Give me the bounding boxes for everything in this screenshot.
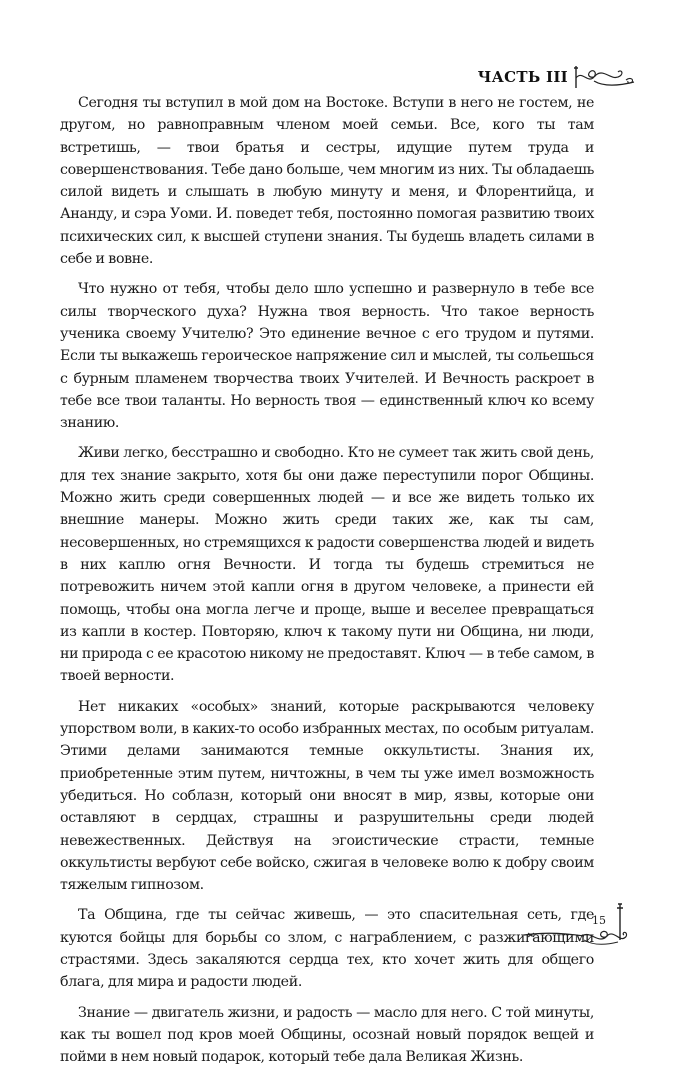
page-number: 15 bbox=[592, 914, 606, 927]
body-text bbox=[60, 92, 594, 1076]
page-footer bbox=[524, 902, 634, 962]
scroll-flourish-icon bbox=[574, 62, 636, 92]
paragraph: Сегодня ты вступил в мой дом на Востоке. Вступи в него не гостем, не другом, но равноправным членом моей семьи. Все, кого ты там встретишь, — твои братья и сестры, идущие путем труда и совершенствования. Тебе дано больше, чем многим из них. Ты обладаешь силой видеть и слышать в любую минуту и меня, и Флорентийца, и Ананду, и сэра Уоми. И. поведет тебя, постоянно помогая развитию твоих психических сил, к высшей ступени знания. Ты будешь владеть силами в себе и вовне. bbox=[60, 95, 594, 268]
page-header bbox=[478, 62, 636, 92]
chapter-title: ЧАСТЬ III bbox=[477, 68, 568, 86]
scroll-flourish-icon bbox=[524, 902, 634, 952]
paragraph: Знание — двигатель жизни, и радость — масло для него. С той минуты, как ты вошел под кров моей Общины, осознай новый порядок вещей и пойми в нем новый подарок, который тебе дала Великая Жизнь. bbox=[60, 1004, 594, 1066]
paragraph: Что нужно от тебя, чтобы дело шло успешно и развернуло в тебе все силы творческого духа? Нужна твоя верность. Что такое верность ученика своему Учителю? Это единение вечное с его трудом и путями. Если ты выкажешь героическое напряжение сил и мыслей, ты сольешься с бурным пламенем творчества твоих Учителей. И Вечность раскроет в тебе все твои таланты. Но верность твоя — единственный ключ ко всему знанию. bbox=[60, 281, 594, 432]
paragraph: Нет никаких «особых» знаний, которые раскрываются человеку упорством воли, в каких-то особо избранных местах, по особым ритуалам. Этими делами занимаются темные оккультисты. Знания их, приобретенные этим путем, ничтожны, в чем ты уже имел возможность убедиться. Но соблазн, который они вносят в мир, язвы, которые они оставляют в сердцах, страшны и разрушительны среди людей невежественных. Действуя на эгоистические страсти, темные оккультисты вербуют себе войско, сжигая в человеке волю к добру своим тяжелым гипнозом. bbox=[60, 698, 594, 894]
paragraph: Живи легко, бесстрашно и свободно. Кто не сумеет так жить свой день, для тех знание закрыто, хотя бы они даже переступили порог Общины. Можно жить среди совершенных людей — и все же видеть только их внешние манеры. Можно жить среди таких же, как ты сам, несовершенных, но стремящихся к радости совершенства людей и видеть в них каплю огня Вечности. И тогда ты будешь стремиться не потревожить ничем этой капли огня в другом человеке, а принести ей помощь, чтобы она могла легче и проще, выше и веселее превращаться из капли в костер. Повторяю, ключ к такому пути ни Община, ни люди, ни природа с ее красотою никому не предоставят. Ключ — в тебе самом, в твоей верности. bbox=[60, 445, 594, 685]
paragraph: Та Община, где ты сейчас живешь, — это спасительная сеть, где куются бойцы для борьбы со злом, с награблением, с разжигающими страстями. Здесь закаляются сердца тех, кто хочет жить для общего блага, для мира и радости людей. bbox=[60, 907, 594, 991]
